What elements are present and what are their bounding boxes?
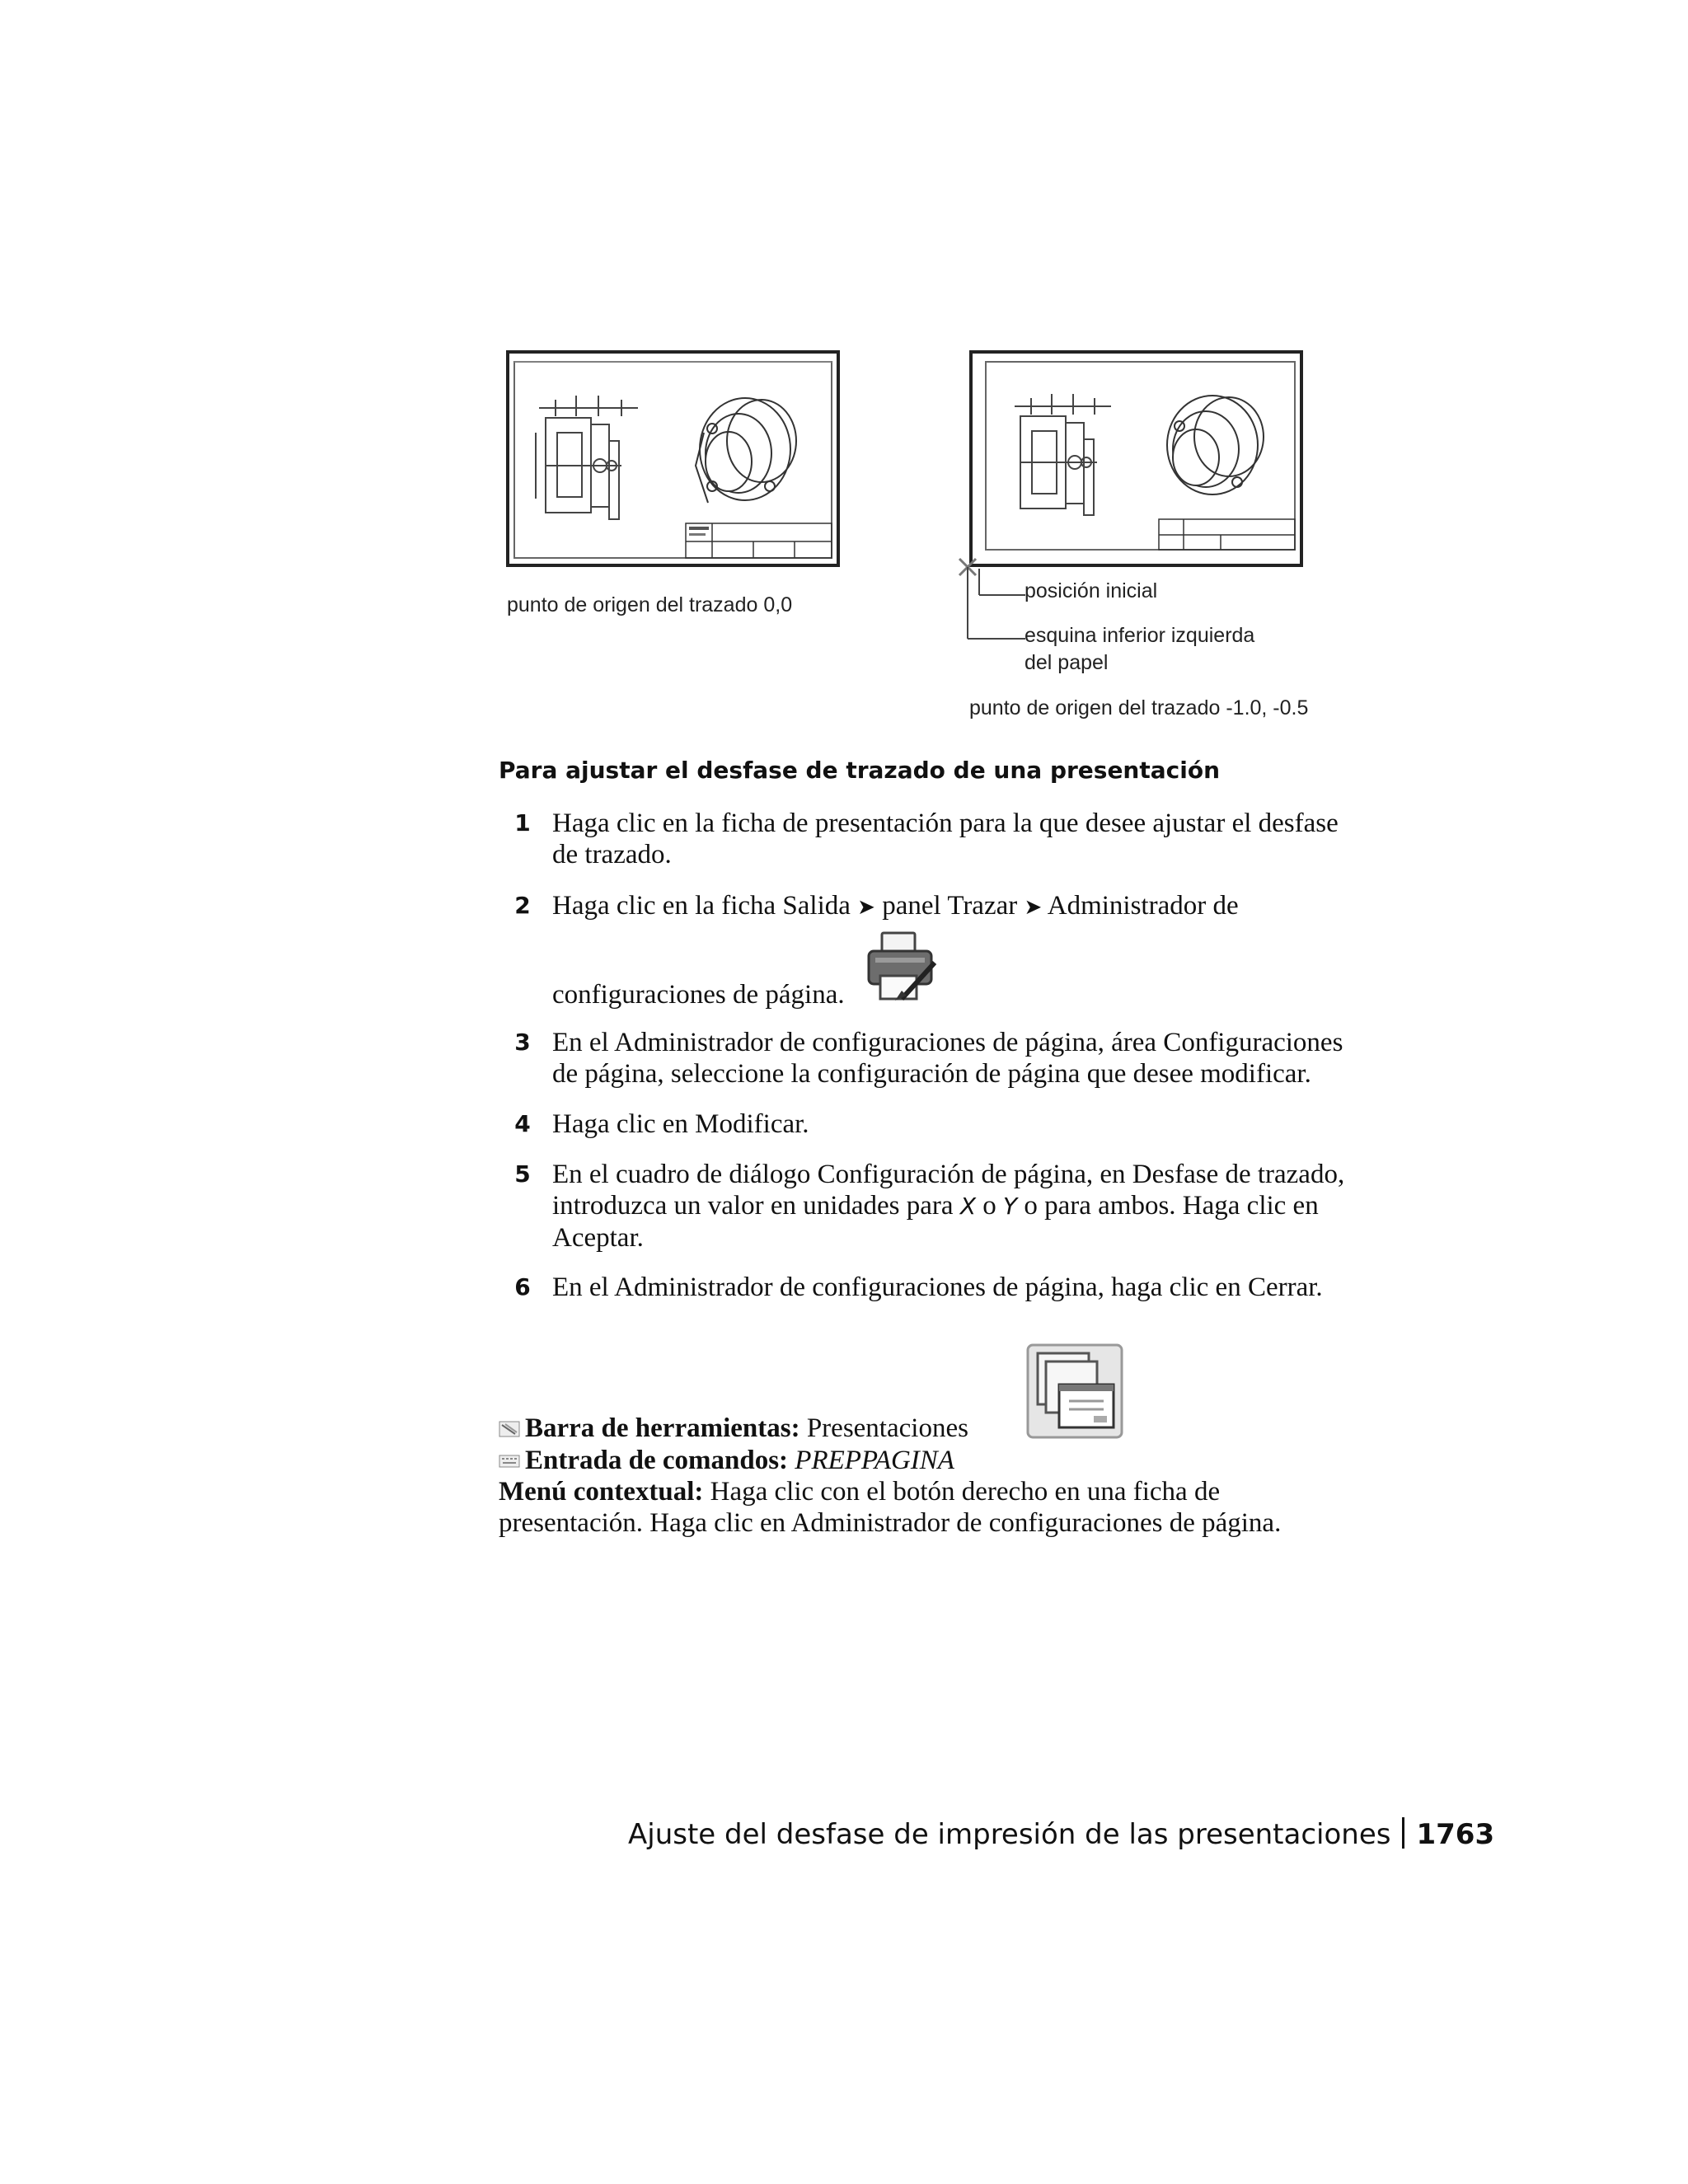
page-footer	[628, 1817, 1494, 1851]
printer-brush-icon	[865, 930, 940, 1004]
x-variable: X	[959, 1193, 976, 1220]
step-4-line1: Haga clic en Modificar.	[552, 1109, 809, 1139]
step-1-line2: de trazado.	[552, 840, 672, 869]
procedure-heading: Para ajustar el desfase de trazado de una presentación	[499, 757, 1221, 784]
command-label: Entrada de comandos:	[525, 1446, 789, 1475]
footer-title: Ajuste del desfase de impresión de las presentaciones	[628, 1818, 1391, 1851]
step-2-line1	[552, 890, 1376, 923]
step-2-part3: Administrador de	[1047, 891, 1239, 921]
command-value: PREPPAGINA	[795, 1446, 954, 1475]
step-6-number: 6	[514, 1273, 531, 1301]
arrow-icon: ➤	[1024, 895, 1043, 919]
step-5-text	[552, 1159, 1376, 1254]
step-3-line1: En el Administrador de configuraciones de página, área Configuraciones	[552, 1028, 1343, 1057]
step-2-line2: configuraciones de página.	[552, 980, 845, 1010]
step-5-line3: Aceptar.	[552, 1223, 644, 1253]
left-drawing-svg	[506, 350, 840, 567]
context-line1	[499, 1476, 1372, 1507]
callout-initial-position: posición inicial	[1025, 579, 1158, 602]
step-5-or: o	[976, 1191, 1003, 1221]
step-5-line2	[552, 1190, 1376, 1222]
footer-separator	[1402, 1817, 1404, 1849]
context-text1: Haga clic con el botón derecho en una ficha de	[710, 1477, 1221, 1507]
step-1-text	[552, 808, 1376, 870]
step-3-text	[552, 1027, 1376, 1090]
step-2-part1: Haga clic en la ficha Salida	[552, 891, 851, 921]
step-5-line2a: introduzca un valor en unidades para	[552, 1191, 960, 1221]
context-line2: presentación. Haga clic en Administrador de configuraciones de página.	[499, 1508, 1282, 1538]
step-4-number: 4	[514, 1110, 531, 1137]
keyboard-icon	[499, 1446, 520, 1462]
step-6-line1: En el Administrador de configuraciones de página, haga clic en Cerrar.	[552, 1272, 1323, 1302]
right-drawing-svg	[969, 350, 1303, 567]
toolbar-label: Barra de herramientas:	[525, 1413, 800, 1443]
step-5-number: 5	[514, 1160, 531, 1188]
y-variable: Y	[1003, 1193, 1018, 1220]
page-number: 1763	[1416, 1818, 1495, 1851]
right-figure-caption: punto de origen del trazado -1.0, -0.5	[969, 696, 1309, 719]
left-drawing-figure	[506, 350, 840, 567]
callout-paper-corner-line1: esquina inferior izquierda	[1025, 624, 1255, 647]
callout-leader-lines	[956, 552, 1030, 647]
step-5-line2b: o para ambos. Haga clic en	[1017, 1191, 1319, 1221]
command-access-line	[499, 1445, 1372, 1476]
step-2-part2: panel Trazar	[882, 891, 1018, 921]
toolbar-access-line	[499, 1413, 1372, 1444]
context-menu-access	[499, 1476, 1372, 1539]
toolbar-value: Presentaciones	[806, 1413, 968, 1443]
callout-paper-corner-line2: del papel	[1025, 651, 1109, 674]
arrow-icon: ➤	[857, 895, 875, 919]
callout-leader-svg	[956, 552, 1030, 647]
step-1-line1: Haga clic en la ficha de presentación para la que desee ajustar el desfase	[552, 808, 1339, 838]
right-drawing-figure	[969, 350, 1303, 567]
toolbar-icon	[499, 1413, 520, 1430]
left-figure-caption: punto de origen del trazado 0,0	[507, 593, 793, 616]
context-label: Menú contextual:	[499, 1477, 704, 1507]
step-3-number: 3	[514, 1029, 531, 1056]
page-setup-manager-icon	[865, 930, 940, 1004]
step-2-number: 2	[514, 892, 531, 919]
step-1-number: 1	[514, 809, 531, 837]
step-3-line2: de página, seleccione la configuración de página que desee modificar.	[552, 1059, 1311, 1089]
step-5-line1: En el cuadro de diálogo Configuración de página, en Desfase de trazado,	[552, 1160, 1345, 1189]
